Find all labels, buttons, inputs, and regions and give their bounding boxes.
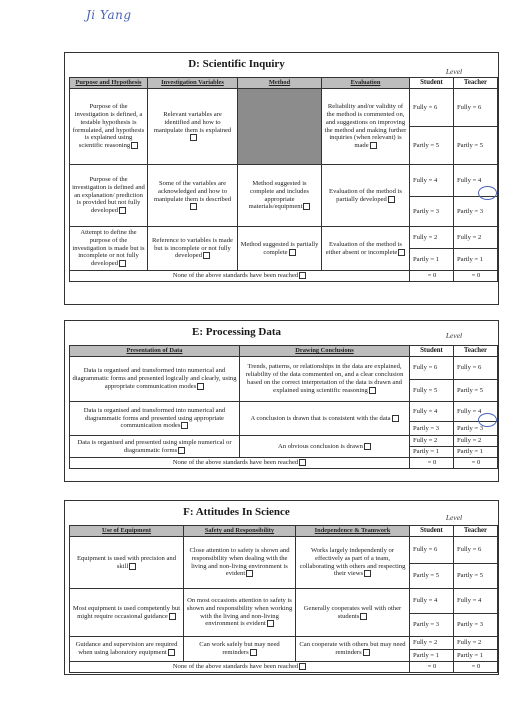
teacher-level: Fully = 4: [454, 589, 498, 614]
student-level[interactable]: Fully = 6: [410, 89, 454, 127]
student-level[interactable]: Partly = 1: [410, 447, 454, 458]
none-reached-row: None of the above standards have been reached: [70, 271, 410, 282]
header-evaluation: Evaluation: [322, 78, 410, 89]
student-level[interactable]: Partly = 5: [410, 564, 454, 589]
teacher-level: Partly = 5: [454, 127, 498, 165]
header-safety: Safety and Responsibility: [184, 526, 296, 537]
student-level[interactable]: Fully = 6: [410, 537, 454, 564]
checkbox[interactable]: [392, 415, 399, 422]
checkbox[interactable]: [388, 196, 395, 203]
teacher-level: Partly = 5: [454, 564, 498, 589]
checkbox[interactable]: [370, 142, 377, 149]
criterion-cell: Reference to variables is made but is incomplete or not fully developed: [148, 227, 238, 271]
criterion-cell: Attempt to define the purpose of the investigation is made but is incomplete or not fully developed: [70, 227, 148, 271]
checkbox[interactable]: [129, 563, 136, 570]
teacher-level: Partly = 1: [454, 249, 498, 271]
checkbox[interactable]: [364, 570, 371, 577]
checkbox[interactable]: [364, 443, 371, 450]
teacher-level: Fully = 6: [454, 537, 498, 564]
none-reached-row: None of the above standards have been reached: [70, 662, 410, 673]
criterion-cell: Data is organised and presented using simple numerical or diagrammatic forms: [70, 436, 240, 458]
criterion-cell: A conclusion is drawn that is consistent with the data: [240, 402, 410, 436]
teacher-zero: = 0: [454, 662, 498, 673]
teacher-level: Fully = 4: [454, 402, 498, 422]
section-f-rubric: [69, 525, 498, 673]
checkbox[interactable]: [267, 620, 274, 627]
criterion-cell: Relevant variables are identified and how to manipulate them is explained: [148, 89, 238, 165]
student-level[interactable]: Fully = 2: [410, 227, 454, 249]
teacher-level: Partly = 1: [454, 447, 498, 458]
criterion-cell: Close attention to safety is shown and responsibility when dealing with the living and non-living environment is evident: [184, 537, 296, 589]
level-header: Level: [445, 331, 463, 340]
section-d-rubric: [69, 77, 498, 282]
student-level[interactable]: Fully = 6: [410, 357, 454, 380]
criterion-cell: Reliability and/or validity of the method is commented on, and suggestions on improving the method and making further inquiries (when relevant) is made: [322, 89, 410, 165]
student-level[interactable]: Fully = 5: [410, 380, 454, 402]
checkbox[interactable]: [178, 447, 185, 454]
checkbox[interactable]: [299, 459, 306, 466]
header-variables: Investigation Variables: [148, 78, 238, 89]
checkbox[interactable]: [190, 203, 197, 210]
checkbox[interactable]: [303, 203, 310, 210]
student-level[interactable]: Fully = 2: [410, 436, 454, 447]
criterion-cell: Evaluation of the method is partially developed: [322, 165, 410, 227]
student-level[interactable]: Partly = 5: [410, 127, 454, 165]
checkbox[interactable]: [289, 249, 296, 256]
criterion-cell-blank: [238, 89, 322, 165]
criterion-cell: An obvious conclusion is drawn: [240, 436, 410, 458]
teacher-level: Partly = 3: [454, 197, 498, 227]
checkbox[interactable]: [203, 252, 210, 259]
student-level[interactable]: Fully = 4: [410, 589, 454, 614]
section-f-title: F: Attitudes In Science: [183, 506, 290, 518]
teacher-column-header: Teacher: [454, 346, 498, 357]
criterion-cell: Trends, patterns, or relationships in the data are explained, reliability of the data commented on, and a clear conclusion based on the correct interpretation of the data is drawn and explained using scientific reasoning: [240, 357, 410, 402]
teacher-column-header: Teacher: [454, 78, 498, 89]
student-level[interactable]: Partly = 1: [410, 650, 454, 662]
teacher-level: Fully = 6: [454, 357, 498, 380]
header-method: Method: [238, 78, 322, 89]
checkbox[interactable]: [119, 207, 126, 214]
header-equipment: Use of Equipment: [70, 526, 184, 537]
criterion-cell: Works largely independently or effectively as part of a team, collaborating with others and respecting their views: [296, 537, 410, 589]
teacher-level: Fully = 2: [454, 436, 498, 447]
criterion-cell: On most occasions attention to safety is shown and responsibility when working with the living and non-living environment is evident: [184, 589, 296, 637]
student-level[interactable]: Fully = 4: [410, 402, 454, 422]
checkbox[interactable]: [299, 663, 306, 670]
header-teamwork: Independence & Teamwork: [296, 526, 410, 537]
teacher-circle-mark: [478, 186, 497, 200]
student-zero[interactable]: = 0: [410, 458, 454, 469]
criterion-cell: Data is organised and transformed into numerical and diagrammatic forms and presented logically and clearly, using appropriate communication modes: [70, 357, 240, 402]
student-column-header: Student: [410, 346, 454, 357]
criterion-cell: Data is organised and transformed into numerical and diagrammatic forms and presented using appropriate communication modes: [70, 402, 240, 436]
checkbox[interactable]: [197, 383, 204, 390]
checkbox[interactable]: [131, 142, 138, 149]
criterion-cell: Purpose of the investigation is defined, a testable hypothesis is formulated, and hypothesis is explained using scientific reasoning: [70, 89, 148, 165]
level-header: Level: [445, 67, 463, 76]
checkbox[interactable]: [398, 249, 405, 256]
criterion-cell: Method suggested is partially complete: [238, 227, 322, 271]
section-e-title: E: Processing Data: [191, 326, 281, 338]
criterion-cell: Equipment is used with precision and skill: [70, 537, 184, 589]
level-header: Level: [445, 513, 463, 522]
checkbox[interactable]: [119, 260, 126, 267]
criterion-cell: Generally cooperates well with other students: [296, 589, 410, 637]
student-column-header: Student: [410, 526, 454, 537]
checkbox[interactable]: [299, 272, 306, 279]
checkbox[interactable]: [168, 649, 175, 656]
checkbox[interactable]: [360, 613, 367, 620]
teacher-zero: = 0: [454, 458, 498, 469]
teacher-level: Partly = 3: [454, 614, 498, 637]
criterion-cell: Purpose of the investigation is defined and an explanation/ prediction is provided but not fully developed: [70, 165, 148, 227]
teacher-level: Partly = 1: [454, 650, 498, 662]
teacher-level: Fully = 2: [454, 637, 498, 650]
criterion-cell: Guidance and supervision are required when using laboratory equipment: [70, 637, 184, 662]
teacher-column-header: Teacher: [454, 526, 498, 537]
student-level[interactable]: Partly = 3: [410, 197, 454, 227]
teacher-zero: = 0: [454, 271, 498, 282]
header-conclusions: Drawing Conclusions: [240, 346, 410, 357]
student-level[interactable]: Fully = 4: [410, 165, 454, 197]
student-level[interactable]: Partly = 3: [410, 422, 454, 436]
section-e-rubric: [69, 345, 498, 469]
student-level[interactable]: Partly = 1: [410, 249, 454, 271]
checkbox[interactable]: [181, 422, 188, 429]
student-column-header: Student: [410, 78, 454, 89]
section-e-panel: [64, 320, 499, 482]
checkbox[interactable]: [169, 613, 176, 620]
criterion-cell: Most equipment is used competently but might require occasional guidance: [70, 589, 184, 637]
teacher-level: Fully = 6: [454, 89, 498, 127]
header-purpose: Purpose and Hypothesis: [70, 78, 148, 89]
header-presentation: Presentation of Data: [70, 346, 240, 357]
section-d-title: D: Scientific Inquiry: [188, 58, 285, 70]
student-level[interactable]: Fully = 2: [410, 637, 454, 650]
teacher-level: Partly = 5: [454, 380, 498, 402]
none-reached-row: None of the above standards have been reached: [70, 458, 410, 469]
student-zero[interactable]: = 0: [410, 662, 454, 673]
criterion-cell: Evaluation of the method is either absent or incomplete: [322, 227, 410, 271]
student-name-handwriting: Ji Yang: [86, 8, 132, 22]
section-d-panel: [64, 52, 499, 305]
criterion-cell: Can work safely but may need reminders: [184, 637, 296, 662]
student-zero[interactable]: = 0: [410, 271, 454, 282]
student-level[interactable]: Partly = 3: [410, 614, 454, 637]
checkbox[interactable]: [250, 649, 257, 656]
checkbox[interactable]: [369, 387, 376, 394]
section-f-panel: [64, 500, 499, 675]
criterion-cell: Method suggested is complete and includes appropriate materials/equipment: [238, 165, 322, 227]
checkbox[interactable]: [363, 649, 370, 656]
criterion-cell: Can cooperate with others but may need reminders: [296, 637, 410, 662]
teacher-level: Fully = 2: [454, 227, 498, 249]
checkbox[interactable]: [190, 134, 197, 141]
teacher-level: Fully = 4: [454, 165, 498, 197]
teacher-circle-mark: [478, 413, 497, 427]
checkbox[interactable]: [246, 570, 253, 577]
criterion-cell: Some of the variables are acknowledged and how to manipulate them is described: [148, 165, 238, 227]
teacher-level: Partly = 3: [454, 422, 498, 436]
